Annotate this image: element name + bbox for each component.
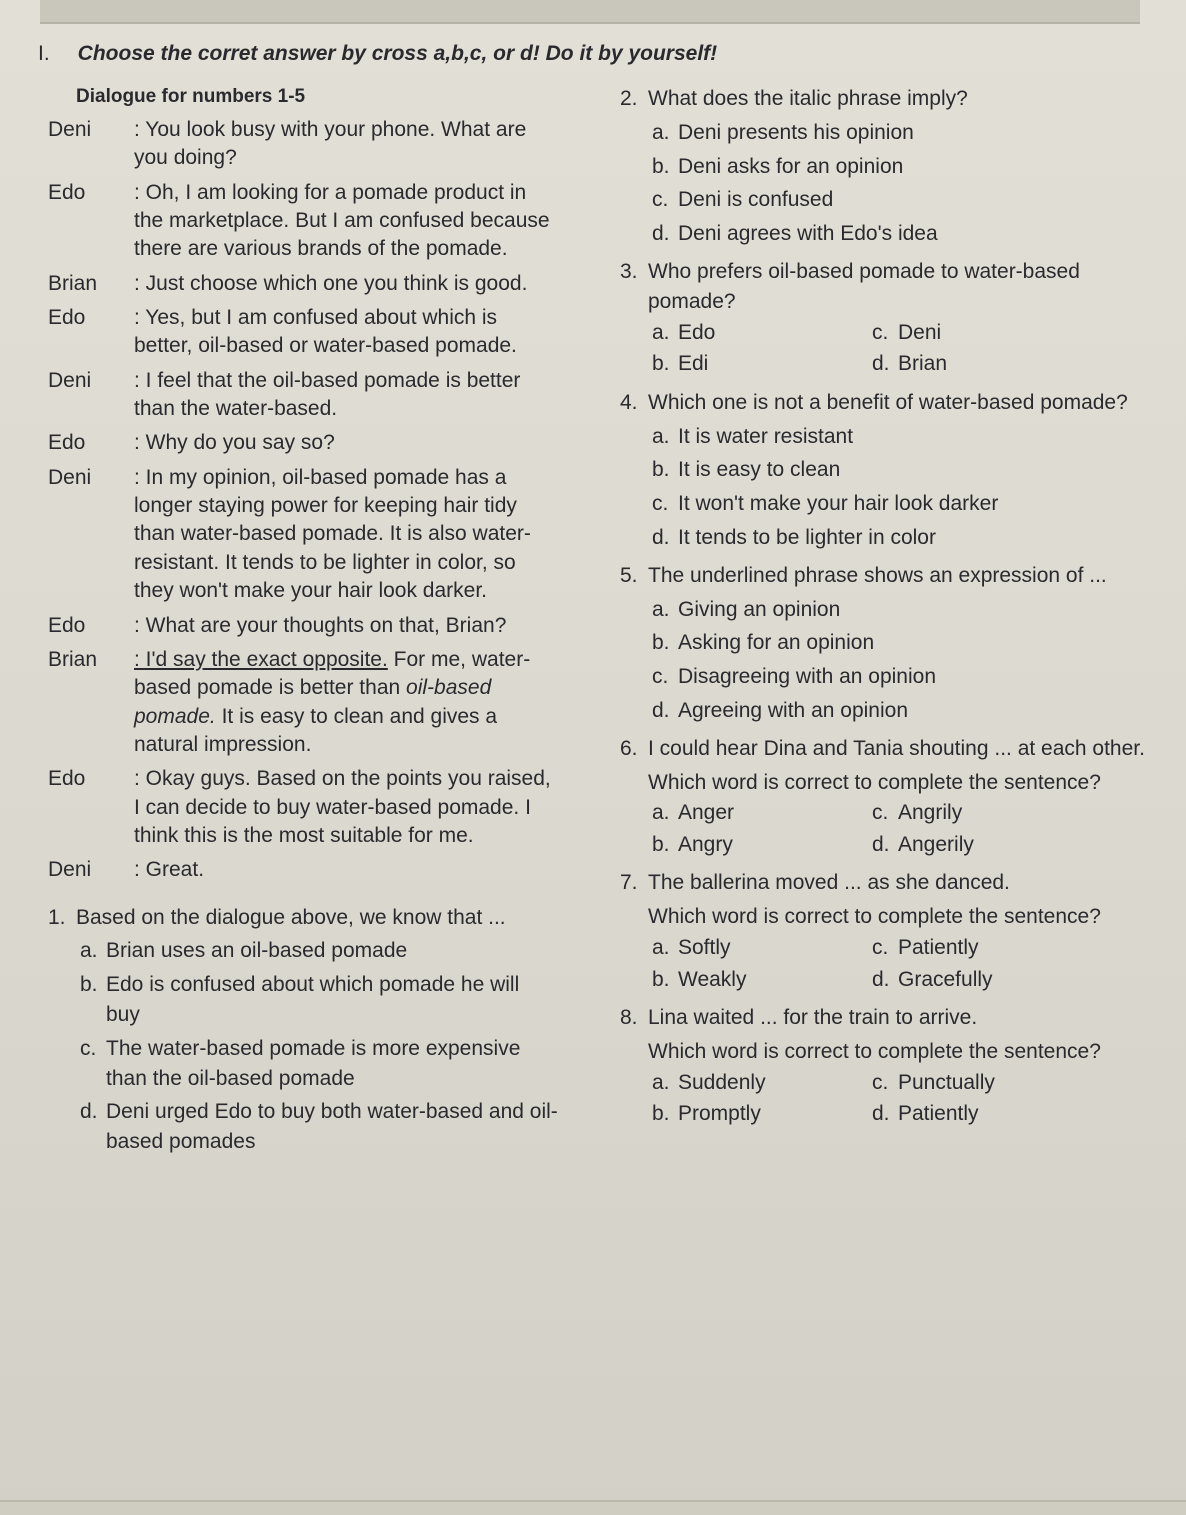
answer-option[interactable]: b. Asking for an opinion <box>652 631 875 655</box>
answer-option[interactable]: a. Softly <box>652 936 731 960</box>
utterance: : Why do you say so? <box>134 431 335 455</box>
speaker: Edo <box>48 767 86 791</box>
dialogue-line <box>48 270 558 298</box>
dialogue-line <box>48 367 558 424</box>
answer-option[interactable]: c. Patiently <box>872 936 979 960</box>
utterance: : You look busy with your phone. What are you doing? <box>134 118 527 170</box>
speaker: Brian <box>48 647 98 671</box>
utterance: : Yes, but I am confused about which is better, oil-based or water-based pomade. <box>134 306 517 358</box>
dialogue-line <box>48 429 558 457</box>
speaker: Edo <box>48 613 86 637</box>
answer-option[interactable]: c. It won't make your hair look darker <box>652 492 999 516</box>
speaker: Deni <box>48 368 92 392</box>
answer-option[interactable]: c. The water-based pomade is more expensive than the oil-based pomade <box>80 1036 521 1090</box>
section-number: I. <box>38 42 50 65</box>
instruction <box>38 42 717 66</box>
page-bottom-edge <box>0 1500 1186 1515</box>
dialogue-line <box>48 612 558 640</box>
answer-option[interactable]: b. Deni asks for an opinion <box>652 154 904 178</box>
dialogue-line <box>48 856 558 884</box>
italic-phrase: oil-based pomade. <box>134 676 492 728</box>
utterance: : What are your thoughts on that, Brian? <box>134 613 507 637</box>
speaker: Deni <box>48 465 92 489</box>
question-2: 2. What does the italic phrase imply? <box>620 87 968 110</box>
dialogue-heading: Dialogue for numbers 1-5 <box>76 86 306 107</box>
answer-option[interactable]: d. Deni urged Edo to buy both water-based and oil-based pomades <box>80 1100 558 1154</box>
dialogue-line <box>48 464 558 606</box>
question-6: 6. I could hear Dina and Tania shouting ... at each other. <box>620 736 1145 760</box>
answer-option[interactable]: a. Suddenly <box>652 1070 766 1094</box>
right-column <box>620 84 1150 1130</box>
speaker: Edo <box>48 431 86 455</box>
answer-option[interactable]: b. Angry <box>652 832 733 856</box>
answer-option[interactable]: c. Punctually <box>872 1070 995 1094</box>
answer-option[interactable]: d. Patiently <box>872 1102 979 1126</box>
answer-option[interactable]: a. Giving an opinion <box>652 597 841 621</box>
question-6-prompt: Which word is correct to complete the sentence? <box>648 770 1101 794</box>
underlined-phrase: : I'd say the exact opposite. <box>134 647 388 671</box>
dialogue-line <box>48 304 558 361</box>
answer-option[interactable]: a. Anger <box>652 801 735 825</box>
answer-option[interactable]: b. Edo is confused about which pomade he will buy <box>80 973 520 1027</box>
dialogue-line <box>48 179 558 264</box>
speaker: Edo <box>48 180 86 204</box>
answer-option[interactable]: c. Deni <box>872 320 942 344</box>
question-1: 1. Based on the dialogue above, we know that ... <box>48 905 506 929</box>
dialogue-line <box>48 116 558 173</box>
question-5: 5. The underlined phrase shows an expression of ... <box>620 563 1107 587</box>
question-8-prompt: Which word is correct to complete the sentence? <box>648 1039 1101 1063</box>
answer-options-grid <box>620 797 1150 860</box>
answer-options-grid <box>620 932 1150 995</box>
answer-option[interactable]: d. Agreeing with an opinion <box>652 699 908 722</box>
dialogue-line <box>48 765 558 850</box>
utterance: : I feel that the oil-based pomade is better than the water-based. <box>134 368 521 421</box>
answer-option[interactable]: c. Angrily <box>872 801 963 825</box>
utterance: : Great. <box>134 858 205 882</box>
utterance: : I'd say the exact opposite. For me, water-based pomade is better than oil-based pomade. It is easy to clean and gives a natural impression. <box>134 647 531 756</box>
answer-option[interactable]: a. Deni presents his opinion <box>652 120 914 144</box>
answer-option[interactable]: b. It is easy to clean <box>652 458 841 482</box>
answer-option[interactable]: d. Brian <box>872 352 948 376</box>
answer-option[interactable]: d. Angerily <box>872 832 974 856</box>
instruction-text: Choose the corret answer by cross a,b,c, or d! Do it by yourself! <box>77 42 718 65</box>
speaker: Brian <box>48 271 98 295</box>
answer-option[interactable]: d. It tends to be lighter in color <box>652 525 936 549</box>
page-top-edge <box>40 0 1140 24</box>
answer-option[interactable]: c. Deni is confused <box>652 188 834 212</box>
question-7-prompt: Which word is correct to complete the sentence? <box>648 905 1101 929</box>
answer-option[interactable]: d. Gracefully <box>872 967 993 991</box>
utterance: : Just choose which one you think is good. <box>134 271 528 295</box>
answer-options-grid <box>620 1067 1150 1130</box>
question-4: 4. Which one is not a benefit of water-based pomade? <box>620 390 1128 414</box>
answer-option[interactable]: b. Edi <box>652 352 709 376</box>
answer-option[interactable]: d. Deni agrees with Edo's idea <box>652 222 938 246</box>
question-3: 3. Who prefers oil-based pomade to water-based pomade? <box>620 260 1080 313</box>
speaker: Deni <box>48 858 92 882</box>
answer-option[interactable]: c. Disagreeing with an opinion <box>652 665 936 689</box>
question-8: 8. Lina waited ... for the train to arrive. <box>620 1006 978 1030</box>
answer-options-grid <box>620 317 1150 380</box>
utterance: : In my opinion, oil-based pomade has a longer staying power for keeping hair tidy than water-based pomade. It is also water-resistant. It tends to be lighter in color, so they won't make your hair look darker. <box>134 465 531 603</box>
answer-option[interactable]: a. Edo <box>652 320 716 344</box>
left-column <box>48 116 558 1157</box>
answer-option[interactable]: b. Promptly <box>652 1102 761 1126</box>
question-7: 7. The ballerina moved ... as she danced. <box>620 871 1010 895</box>
utterance: : Okay guys. Based on the points you raised, I can decide to buy water-based pomade. I think this is the most suitable for me. <box>134 767 551 847</box>
speaker: Deni <box>48 118 92 141</box>
dialogue-line <box>48 646 558 759</box>
utterance: : Oh, I am looking for a pomade product in the marketplace. But I am confused because there are various brands of the pomade. <box>134 180 550 261</box>
answer-option[interactable]: a. It is water resistant <box>652 424 854 448</box>
answer-option[interactable]: b. Weakly <box>652 967 747 991</box>
answer-option[interactable]: a. Brian uses an oil-based pomade <box>80 939 408 963</box>
speaker: Edo <box>48 306 86 330</box>
